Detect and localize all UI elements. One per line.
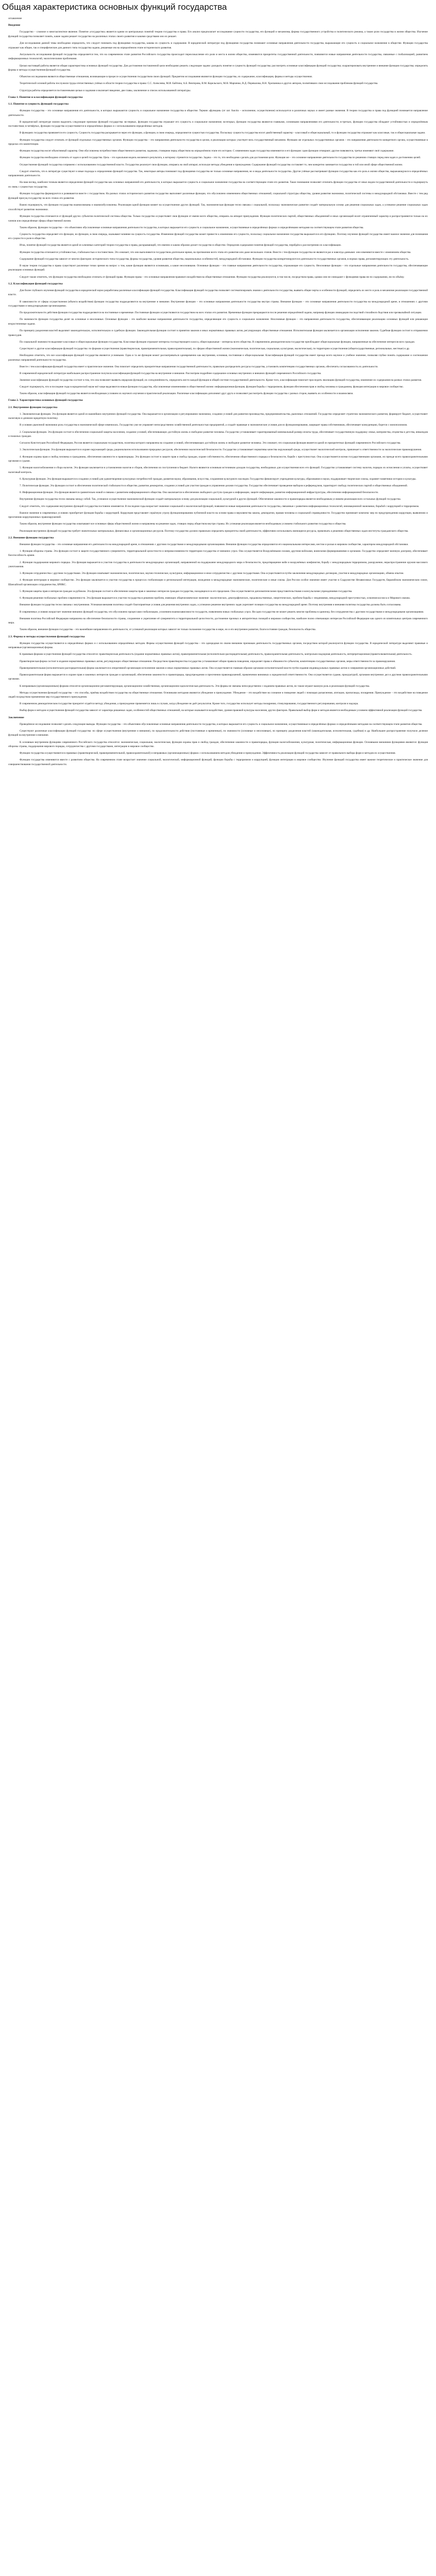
section-heading: 2.2. Внешние функции государства bbox=[8, 536, 54, 539]
body-paragraph: По принципу разделения властей выделяют законодательную, исполнительную и судебную функции. Законодательная функция состоит в принятии законов и иных нормативных правовых актов, регулирующих общественные отношения. Исполнительная функция заключается в организации исполнения законов. Судебная функция состоит в отправлении правосудия. bbox=[8, 329, 428, 337]
body-paragraph: Внешние функции государства тесно связаны с внутренними. Успешная внешняя политика создаёт благоприятные условия для решения внутренних задач, а успешное решение внутренних задач укрепляет позиции государства на международной арене. Поэтому внутренняя и внешняя политика государства должны быть согласованы. bbox=[20, 603, 402, 607]
body-paragraph: 2. Социальная функция. Эта функция состоит в обеспечении социальной защиты населения, создании условий, обеспечивающих достойную жизнь и свободное развитие человека. Государство устанавливает гарантированный минимальный размер оплаты труда, обеспечивает государственную поддержку семьи, материнства, отцовства и детства, инвалидов и пожилых граждан. bbox=[8, 430, 428, 438]
document-page bbox=[0, 2, 436, 779]
body-paragraph: 6. Функция решения глобальных проблем современности. Эта функция выражается в участии государства в решении проблем, имеющих общечеловеческое значение: экологических, демографических, продовольственных, энергетических, проблем борьбы с эпидемиями, международной преступностью, освоения космоса и Мирового океана. bbox=[20, 597, 410, 600]
body-paragraph: Вместе с тем классификация функций государства имеет и практическое значение. Она помогает определить приоритетные направления государственной деятельности, правильно распределить ресурсы государства, установить компетенцию государственных органов, обеспечить согласованность их деятельности. bbox=[20, 365, 378, 369]
body-paragraph: Важное значение в современных условиях приобретает функция борьбы с коррупцией. Коррупция представляет серьёзную угрозу функционированию публичной власти на основе права и верховенства закона, демократии, правам человека и социальной справедливости. Государство принимает комплекс мер по предупреждению коррупции, выявлению и пресечению коррупционных правонарушений. bbox=[8, 511, 428, 519]
body-paragraph: Теоретической основой работы послужили труды отечественных учёных в области теории государства и права: С.С. Алексеева, М.И. Байтина, А.Б. Венгерова, В.М. Корельского, М.Н. Марченко, В.Д. Перевалова, В.Н. Хропанюка и других авторов, посвятивших свои исследования проблемам функций государства. bbox=[20, 82, 378, 86]
body-paragraph: Структура работы определяется поставленными целью и задачами и включает введение, две главы, заключение и список использованной литературы. bbox=[20, 89, 191, 92]
body-paragraph: На наш взгляд, наиболее точным является определение функций государства как основных направлений его деятельности, в которых выражается сущность и социальное назначение государства на соответствующем этапе его развития. Такое понимание позволяет отличить функции государства от иных видов государственной деятельности и подчеркнуть их связь с сущностью государства. bbox=[8, 181, 428, 189]
body-paragraph: Таким образом, функции государства – это объективно обусловленные основные направления деятельности государства, в которых выражается его сущность и социальное назначение, осуществляемые в определённых формах и определёнными методами на соответствующем этапе развития общества. bbox=[20, 226, 364, 229]
document-section bbox=[8, 716, 428, 767]
body-paragraph: По социальной значимости выделяют классовые и общесоциальные функции государства. Классовые функции отражают интересы господствующего класса, общесоциальные – интересы всего общества. В современном демократическом государстве преобладают общесоциальные функции, направленные на обеспечение интересов всех граждан. bbox=[20, 341, 415, 344]
sections-container bbox=[8, 23, 428, 767]
body-paragraph: Методы осуществления функций государства – это способы, приёмы воздействия государства на общественные отношения. Основными методами являются убеждение и принуждение. Убеждение – это воздействие на сознание и поведение людей с помощью разъяснения, агитации, пропаганды, поощрения. Принуждение – это воздействие на поведение людей посредством применения мер государственного принуждения. bbox=[8, 691, 428, 699]
subtitle: оглавление bbox=[8, 17, 22, 20]
section-heading: 2.1. Внутренние функции государства bbox=[8, 405, 58, 409]
document-section bbox=[8, 95, 428, 100]
body-paragraph: Внутренние функции государства тесно связаны между собой. Так, успешное осуществление экономической функции создаёт материальную основу для реализации социальной, культурной и других функций. Обеспечение законности и правопорядка является необходимым условием реализации всех остальных функций государства. bbox=[20, 498, 401, 501]
body-paragraph: К основным внутренним функциям современного Российского государства относятся: экономическая, социальная, экологическая, функция охраны прав и свобод граждан, обеспечения законности и правопорядка, функция налогообложения, культурная, политическая, информационная функции. Основными внешними функциями являются: функция обороны страны, поддержания мирового порядка, сотрудничества с другими государствами, интеграции в мировое сообщество. bbox=[8, 740, 428, 749]
body-paragraph: Функции государства носят объективный характер. Они обусловлены потребностями общественного развития, задачами, стоящими перед обществом на определённом этапе его истории. С изменением задач государства изменяются и его функции: одни функции отмирают, другие появляются, третьи изменяют своё содержание. bbox=[20, 149, 394, 153]
body-paragraph: 8. Информационная функция. Эта функция является сравнительно новой и связана с развитием информационного общества. Она заключается в обеспечении свободного доступа граждан к информации, защите информации, развитии информационной инфраструктуры, обеспечении информационной безопасности. bbox=[20, 491, 379, 495]
body-paragraph: 3. Функция сотрудничества с другими государствами. Эта функция охватывает экономическое, политическое, научно-техническое, культурное, информационное и иное сотрудничество с другими государствами. Она осуществляется путём заключения международных договоров, участия в международных организациях, обмена опытом. bbox=[20, 572, 404, 575]
body-paragraph: Правотворческая форма состоит в издании нормативных правовых актов, регулирующих общественные отношения. Посредством правотворчества государство устанавливает общие правила поведения, определяет права и обязанности субъектов, компетенцию государственных органов, меры ответственности за правонарушения. bbox=[20, 659, 396, 663]
body-paragraph: Функции государства отличаются устойчивостью, стабильностью и постоянством. Это означает, что они выполняются государством длительное время, на протяжении всего этапа его развития или даже нескольких этапов. Вместе с тем функции государства не являются раз и навсегда данными: они изменяются вместе с изменением общества. bbox=[20, 250, 411, 254]
body-paragraph: Внешняя политика Российской Федерации направлена на обеспечение безопасности страны, сохранение и укрепление её суверенитета и территориальной целостности, достижение прочных и авторитетных позиций в мировом сообществе, наиболее полно отвечающих интересам Российской Федерации как одного из влиятельных центров современного мира. bbox=[8, 617, 428, 625]
body-paragraph: В функциях государства проявляется его сущность. Сущность государства раскрывается через его функции, а функции, в свою очередь, определяются сущностью государства. Поскольку сущность государства носит двойственный характер – классовый и общесоциальный, то и функции государства отражают как классовые, так и общесоциальные задачи. bbox=[20, 131, 426, 135]
body-paragraph: В условиях рыночной экономики роль государства в экономической сфере изменилась. Государство уже не управляет непосредственно хозяйственной деятельностью предприятий, а создаёт правовые и экономические условия для их функционирования, защищает права собственников, обеспечивает конкуренцию, борется с монополизмом. bbox=[20, 423, 408, 427]
body-paragraph: Реализация внутренних функций государства требует значительных материальных, финансовых и организационных ресурсов. Поэтому государство должно правильно определять приоритеты своей деятельности, эффективно использовать имеющиеся ресурсы, привлекать к решению общественных задач институты гражданского общества. bbox=[20, 529, 409, 533]
body-paragraph: Функции государства осуществляются в правовых (правотворческой, правоприменительной, правоохранительной) и неправовых (организационных) формах с использованием методов убеждения и принуждения. Эффективность реализации функций государства зависит от правильного выбора форм и методов их осуществления. bbox=[20, 752, 396, 755]
body-paragraph: К неправовым (организационным) формам относятся организационно-регламентирующая, организационно-хозяйственная, организационно-идеологическая деятельность. Эти формы не связаны непосредственно с изданием правовых актов, но также играют важную роль в реализации функций государства. bbox=[20, 684, 370, 688]
body-paragraph: Необходимо отметить, что все классификации функций государства являются условными. Одна и та же функция может рассматриваться одновременно как внутренняя, основная, постоянная и общесоциальная. Классификация функций государства имеет прежде всего научное и учебное значение, позволяя глубже понять содержание и соотношение различных направлений деятельности государства. bbox=[8, 354, 428, 362]
body-paragraph: Функции государства отличаются от функций других субъектов политической системы общества. Только государство осуществляет свои функции от имени всего общества, опираясь на аппарат принуждения. Функции политических партий, общественных объединений и иных организаций носят ограниченный характер и распространяются только на их членов или определённые сферы общественной жизни. bbox=[8, 214, 428, 223]
body-paragraph: Функции государства – это основные направления его деятельности, в которых выражаются сущность и социальное назначение государства в обществе. Термин «функция» (от лат. functio – исполнение, осуществление) используется в различных науках и имеет разные значения. В теории государства и права под функцией понимается направление деятельности. bbox=[8, 109, 428, 117]
body-paragraph: Итак, понятие функций государства является одной из ключевых категорий теории государства и права, раскрывающей, что именно и каким образом делает государство в обществе. Определив содержание понятия функций государства, перейдём к рассмотрению их классификации. bbox=[20, 244, 342, 247]
body-paragraph: Целью настоящей работы является общая характеристика основных функций государства. Для достижения поставленной цели необходимо решить следующие задачи: раскрыть понятие и сущность функций государства; рассмотреть основные классификации функций государства; охарактеризовать внутренние и внешние функции государства; определить формы и методы осуществления функций государства. bbox=[8, 64, 428, 72]
body-paragraph: Для более глубокого изучения функций государства в юридической науке разработаны различные классификации функций государства. Классификация функций государства позволяет систематизировать знания о деятельности государства, выявить общие черты и особенности функций, определить их место и роль в механизме реализации государственной власти. bbox=[8, 289, 428, 297]
body-paragraph: 3. Экологическая функция. Эта функция выражается в охране окружающей среды, рациональном использовании природных ресурсов, обеспечении экологической безопасности. Государство устанавливает нормативы качества окружающей среды, осуществляет экологический контроль, привлекает к ответственности за экологические правонарушения. bbox=[20, 448, 422, 452]
section-heading: 1.1. Понятие и сущность функций государства bbox=[8, 102, 69, 106]
body-paragraph: Осуществление функций государства сопряжено с использованием государственной власти. Государство реализует свои функции, опираясь на свой аппарат, используя методы убеждения и принуждения. Содержание функций государства составляет то, чем конкретно занимается государство в той или иной сфере общественной жизни. bbox=[20, 163, 403, 166]
body-paragraph: Таким образом, внутренние функции государства охватывают все основные сферы общественной жизни и направлены на решение задач, стоящих перед обществом внутри страны. Их успешная реализация является необходимым условием стабильного развития государства и общества. bbox=[20, 522, 346, 526]
body-paragraph: Существуют различные классификации функций государства: по сфере осуществления (внутренние и внешние), по продолжительности действия (постоянные и временные), по значимости (основные и неосновные), по принципу разделения властей (законодательная, исполнительная, судебная) и др. Наибольшее распространение получило деление функций на внутренние и внешние. bbox=[8, 729, 428, 737]
body-paragraph: В науке теории государства и права существуют различные точки зрения на вопрос о том, какие функции являются основными, а какие неосновными. Основные функции – это главные направления деятельности государства, отражающие его сущность. Неосновные функции – это отдельные направления деятельности государства, обеспечивающие реализацию основных функций. bbox=[8, 264, 428, 272]
body-paragraph: Функции государства осуществляются в определённых формах и с использованием определённых методов. Формы осуществления функций государства – это однородная по своим внешним признакам деятельность государственных органов, посредством которой реализуются функции государства. В юридической литературе выделяют правовые и неправовые (организационные) формы. bbox=[8, 641, 428, 650]
body-paragraph: 2. Функция поддержания мирового порядка. Эта функция выражается в участии государства в деятельности международных организаций, направленной на поддержание международного мира и безопасности, предотвращение войн и вооружённых конфликтов, борьбу с международным терроризмом, разоружение, нераспространение оружия массового уничтожения. bbox=[8, 561, 428, 569]
document-section bbox=[8, 282, 428, 396]
section-heading: 1.2. Классификация функций государства bbox=[8, 282, 63, 285]
body-paragraph: Существуют и другие классификации функций государства: по формам осуществления (правотворческая, правоприменительная, правоохранительная), по сферам общественной жизни (экономическая, политическая, социальная, культурная, экологическая), по территории осуществления (общегосударственные, региональные, местные) и др. bbox=[20, 347, 410, 351]
body-paragraph: Таким образом, классификация функций государства является необходимым условием их научного изучения и практической реализации. Различные классификации дополняют друг друга и позволяют рассмотреть функции государства с разных сторон, выявить их особенности и взаимосвязи. bbox=[20, 392, 354, 396]
document-section bbox=[8, 398, 428, 403]
body-paragraph: Правоприменительная (исполнительно-распорядительная) форма заключается в оперативной организации исполнения законов и иных нормативных правовых актов. Она осуществляется главным образом органами исполнительной власти путём издания индивидуальных правовых актов и совершения организационных действий. bbox=[20, 666, 396, 670]
document-section bbox=[8, 23, 428, 93]
body-paragraph: 5. Функция защиты прав и интересов граждан за рубежом. Эта функция состоит в обеспечении защиты прав и законных интересов граждан государства, находящихся за его пределами. Она осуществляется дипломатическими представительствами и консульскими учреждениями государства. bbox=[20, 590, 353, 594]
body-paragraph: В современных условиях возрастает значение внешних функций государства, что обусловлено процессами глобализации, усилением взаимозависимости государств, появлением новых глобальных угроз. Ни одно государство не может решить многие проблемы в одиночку, без сотрудничества с другими государствами и международными организациями. bbox=[20, 610, 424, 614]
body-paragraph: По значимости функции государства делят на основные и неосновные. Основные функции – это наиболее важные направления деятельности государства, определяющие его сущность и социальное назначение. Неосновные функции – это направления деятельности государства, обеспечивающие реализацию основных функций или решающие второстепенные задачи. bbox=[8, 318, 428, 326]
body-paragraph: В современной юридической литературе наибольшее распространение получила классификация функций государства на внутренние и внешние. Рассмотрим подробнее содержание основных внутренних и внешних функций современного Российского государства. bbox=[20, 372, 322, 376]
body-paragraph: По продолжительности действия функции государства подразделяются на постоянные и временные. Постоянные функции осуществляются государством на всех этапах его развития. Временные функции прекращаются после решения определённой задачи, например функция ликвидации последствий стихийного бедствия или чрезвычайной ситуации. bbox=[20, 311, 422, 315]
body-paragraph: В современном демократическом государстве приоритет отдаётся методу убеждения, а принуждение применяется лишь в случаях, когда убеждение не даёт результатов. Кроме того, государство использует методы поощрения, стимулирования, государственного регулирования, контроля и надзора. bbox=[20, 702, 359, 706]
section-heading: Глава 2. Характеристика основных функций государства bbox=[8, 399, 83, 402]
body-paragraph: В зависимости от сферы осуществления (объекта воздействия) функции государства подразделяются на внутренние и внешние. Внутренние функции – это основные направления деятельности государства внутри страны. Внешние функции – это основные направления деятельности государства на международной арене, в отношениях с другими государствами и международными организациями. bbox=[8, 300, 428, 308]
body-paragraph: Функции государства необходимо отличать от задач и целей государства. Цель – это идеальная модель желаемого результата, к которому стремится государство. Задача – это то, что необходимо сделать для достижения цели. Функция же – это основное направление деятельности государства по решению стоящих перед ним задач и достижению целей. bbox=[20, 156, 421, 160]
body-paragraph: Актуальность исследования функций государства определяется тем, что на современном этапе развития Российского государства происходит переосмысление его роли и места в жизни общества, изменяются приоритеты государственной деятельности, появляются новые направления деятельности государства, связанные с глобализацией, развитием информационных технологий, экологическими проблемами. bbox=[8, 53, 428, 61]
document-section bbox=[8, 536, 428, 633]
body-paragraph: 1. Функция обороны страны. Эта функция состоит в защите государственного суверенитета, территориальной целостности и неприкосновенности территории государства от внешних угроз. Она осуществляется Вооружёнными силами, другими войсками, воинскими формированиями и органами. Государство определяет военную доктрину, обеспечивает боеспособность армии. bbox=[8, 549, 428, 557]
document-body bbox=[0, 16, 436, 767]
body-paragraph: Внешние функции государства – это основные направления его деятельности на международной арене, в отношениях с другими государствами и международными организациями. Внешние функции государства определяются его национальными интересами, местом и ролью в мировом сообществе, характером международной обстановки. bbox=[20, 543, 409, 546]
body-paragraph: Следует отметить, что содержание внутренних функций государства постоянно изменяется. В последние годы возрастает значение социальной и экологической функций, появляются новые направления деятельности государства, связанные с развитием информационных технологий, инновационной экономики, борьбой с коррупцией и терроризмом. bbox=[20, 504, 420, 508]
section-heading: 2.3. Формы и методы осуществления функций государства bbox=[8, 635, 85, 638]
body-paragraph: 7. Политическая функция. Эта функция состоит в обеспечении политической стабильности в обществе, развитии демократии, создании условий для участия граждан в управлении делами государства. Государство обеспечивает проведение выборов и референдумов, гарантирует свободу политических партий и общественных объединений. bbox=[20, 484, 408, 488]
document-section bbox=[8, 635, 428, 714]
body-paragraph: 4. Функция охраны прав и свобод человека и гражданина, обеспечения законности и правопорядка. Эта функция состоит в защите прав и свобод граждан, охране собственности, обеспечении общественного порядка и безопасности, борьбе с преступностью. Она осуществляется всеми государственными органами, но прежде всего правоохранительными органами и судами. bbox=[8, 455, 428, 463]
section-heading: Заключение bbox=[8, 716, 24, 719]
document-section bbox=[8, 405, 428, 534]
body-paragraph: Содержание функций государства зависит от многих факторов: исторического типа государства, формы государства, уровня развития общества, национальных особенностей, международной обстановки. Функции государства конкретизируются в деятельности государственных органов, в нормах права, регламентирующих эту деятельность. bbox=[20, 257, 409, 261]
section-heading: Глава 1. Понятие и классификация функций государства bbox=[8, 95, 83, 99]
body-paragraph: Функции государства формируются и развиваются вместе с государством. На разных этапах исторического развития государство выполняет различные функции, что обусловлено изменением общественных отношений, социальной структуры общества, уровня развития экономики, политической системы и международной обстановки. Вместе с тем ряд функций присущ государству на всех этапах его развития. bbox=[8, 192, 428, 200]
body-paragraph: 1. Экономическая функция. Эта функция является одной из важнейших внутренних функций государства. Она выражается в организации и регулировании экономики, создании условий для развития производства, предпринимательства, рыночных отношений. Государство определяет стратегию экономического развития, формирует бюджет, осуществляет налоговую и денежно-кредитную политику. bbox=[8, 412, 428, 420]
body-paragraph: Государство – сложное и многоаспектное явление. Понятие «государство» является одним из центральных понятий теории государства и права. Его анализ предполагает исследование сущности государства, его функций и механизма, формы государственного устройства и политического режима, а также роли государства в жизни общества. Изучение функций государства позволяет понять, какие задачи решает государство на различных этапах своего развития и какими средствами оно их решает. bbox=[8, 30, 428, 38]
body-paragraph: Правоохранительная форма выражается в охране прав и законных интересов граждан и организаций, обеспечении законности и правопорядка, предупреждении и пресечении правонарушений, привлечении виновных к юридической ответственности. Она осуществляется судами, прокуратурой, органами внутренних дел и другими правоохранительными органами. bbox=[8, 673, 428, 681]
document-section bbox=[8, 102, 428, 280]
body-paragraph: 6. Культурная функция. Эта функция выражается в создании условий для удовлетворения культурных потребностей граждан, развития науки, образования, искусства, сохранения культурного наследия. Государство финансирует учреждения культуры, образования и науки, поддерживает творческие союзы, охраняет памятники истории и культуры. bbox=[20, 478, 416, 481]
body-paragraph: Функции государства изменяются вместе с развитием общества. На современном этапе возрастает значение социальной, экологической, информационной функций, функции борьбы с терроризмом и коррупцией, функции интеграции в мировое сообщество. Изучение функций государства имеет важное теоретическое и практическое значение для совершенствования государственной деятельности. bbox=[8, 758, 428, 767]
body-paragraph: Согласно Конституции Российской Федерации, Россия является социальным государством, политика которого направлена на создание условий, обеспечивающих достойную жизнь и свободное развитие человека. Это означает, что социальная функция является одной из приоритетных функций современного Российского государства. bbox=[20, 442, 401, 445]
body-paragraph: 4. Функция интеграции в мировое сообщество. Эта функция заключается в участии государства в процессах глобализации и региональной интеграции, вхождении в международные экономические, политические и иные союзы. Для России особое значение имеет участие в Содружестве Независимых Государств, Евразийском экономическом союзе, Шанхайской организации сотрудничества, БРИКС. bbox=[8, 579, 428, 587]
body-paragraph: Важно подчеркнуть, что функции государства взаимосвязаны и взаимообусловлены. Реализация одной функции влияет на осуществление других функций. Так, экономическая функция тесно связана с социальной, поскольку экономическое развитие создаёт материальную основу для решения социальных задач, а успешное решение социальных задач способствует развитию экономики. bbox=[8, 204, 428, 211]
body-paragraph: Сущность государства определяет его функции, но функции, в свою очередь, оказывают влияние на сущность государства. Изменение функций государства может привести к изменению его сущности, поскольку социальное назначение государства выражается в его функциях. Поэтому изучение функций государства имеет важное значение для понимания его сущности и роли в обществе. bbox=[8, 232, 428, 241]
section-heading: Введение bbox=[8, 24, 21, 27]
body-paragraph: Проведённое исследование позволяет сделать следующие выводы. Функции государства – это объективно обусловленные основные направления деятельности государства, в которых выражается его сущность и социальное назначение, осуществляемые в определённых формах и определёнными методами на соответствующем этапе развития общества. bbox=[20, 722, 423, 726]
body-paragraph: Таким образом, внешние функции государства – это важнейшие направления его деятельности, от успешной реализации которых зависит не только положение государства в мире, но и его внутреннее развитие, благосостояние граждан, безопасность общества. bbox=[20, 628, 316, 632]
page-title: Общая характеристика основных функций государства bbox=[2, 2, 227, 12]
body-paragraph: Следует отметить, что в литературе существуют и иные подходы к определению функций государства. Так, некоторые авторы понимают под функциями государства не только основные направления, но и виды деятельности государства. Другие учёные рассматривают функции государства как его роль в жизни общества, выражающуюся в определённых направлениях деятельности. bbox=[8, 170, 428, 178]
body-paragraph: К правовым формам осуществления функций государства относятся: правотворческая деятельность (издание нормативных правовых актов), правоприменительная (исполнительно-распорядительная) деятельность, правоохранительная деятельность, контрольно-надзорная деятельность, интерпретационная (правотолковательная) деятельность. bbox=[20, 653, 412, 656]
body-paragraph: Следует подчеркнуть, что в последние годы в юридической науке всё чаще выделяются новые функции государства, обусловленные изменениями в общественной жизни: информационная функция, функция борьбы с терроризмом, функция обеспечения прав и свобод человека и гражданина, функция интеграции в мировое сообщество. bbox=[20, 385, 404, 389]
body-paragraph: Функции государства следует отличать от функций отдельных государственных органов. Функции государства – это направления деятельности государства в целом, в реализации которых участвует весь государственный механизм. Функции же отдельных государственных органов – это направления деятельности конкретного органа, осуществляемые в пределах его компетенции. bbox=[8, 138, 428, 146]
body-paragraph: Значение классификации функций государства состоит в том, что она позволяет выявить иерархию функций, их соподчинённость, определить место каждой функции в общей системе государственной деятельности. Кроме того, классификация помогает проследить эволюцию функций государства, изменение их содержания на разных этапах развития. bbox=[20, 379, 422, 382]
body-paragraph: В юридической литературе можно выделить следующие признаки функций государства: во-первых, функции государства отражают его сущность и социальное назначение; во-вторых, функции государства являются главными, основными направлениями его деятельности; в-третьих, функции государства обладают устойчивостью и определённым постоянством; в-четвёртых, функции государства осуществляются в определённых формах и с использованием определённых методов. bbox=[8, 120, 428, 128]
body-paragraph: Следует также отметить, что функции государства необходимо отличать от функций права. Функции права – это основные направления правового воздействия на общественные отношения. Функции государства реализуются, в том числе, посредством права, однако они не совпадают с функциями права ни по содержанию, ни по объёму. bbox=[20, 275, 405, 279]
body-paragraph: Для исследования данной темы необходимо определить, что следует понимать под функциями государства, какова их сущность и содержание. В юридической литературе под функциями государства понимают основные направления деятельности государства, выражающие его сущность и социальное назначение в обществе. Функции государства отражают как общие, так и специфические для данного типа государства задачи, решаемые им на определённом этапе исторического развития. bbox=[8, 41, 428, 49]
body-paragraph: 5. Функция налогообложения и сбора налогов. Эта функция заключается в установлении налогов и сборов, обеспечении их поступления в бюджет. Налоги являются основным источником доходов государства, необходимых для осуществления всех его функций. Государство устанавливает систему налогов, порядок их исчисления и уплаты, осуществляет налоговый контроль. bbox=[8, 466, 428, 474]
body-paragraph: Объектом исследования являются общественные отношения, возникающие в процессе осуществления государством своих функций. Предметом исследования являются функции государства, их содержание, классификация, формы и методы осуществления. bbox=[20, 75, 312, 79]
body-paragraph: Выбор форм и методов осуществления функций государства зависит от характера решаемых задач, особенностей общественных отношений, на которые оказывается воздействие, уровня правовой культуры населения, других факторов. Правильный выбор форм и методов является необходимым условием эффективной реализации функций государства. bbox=[20, 709, 423, 713]
